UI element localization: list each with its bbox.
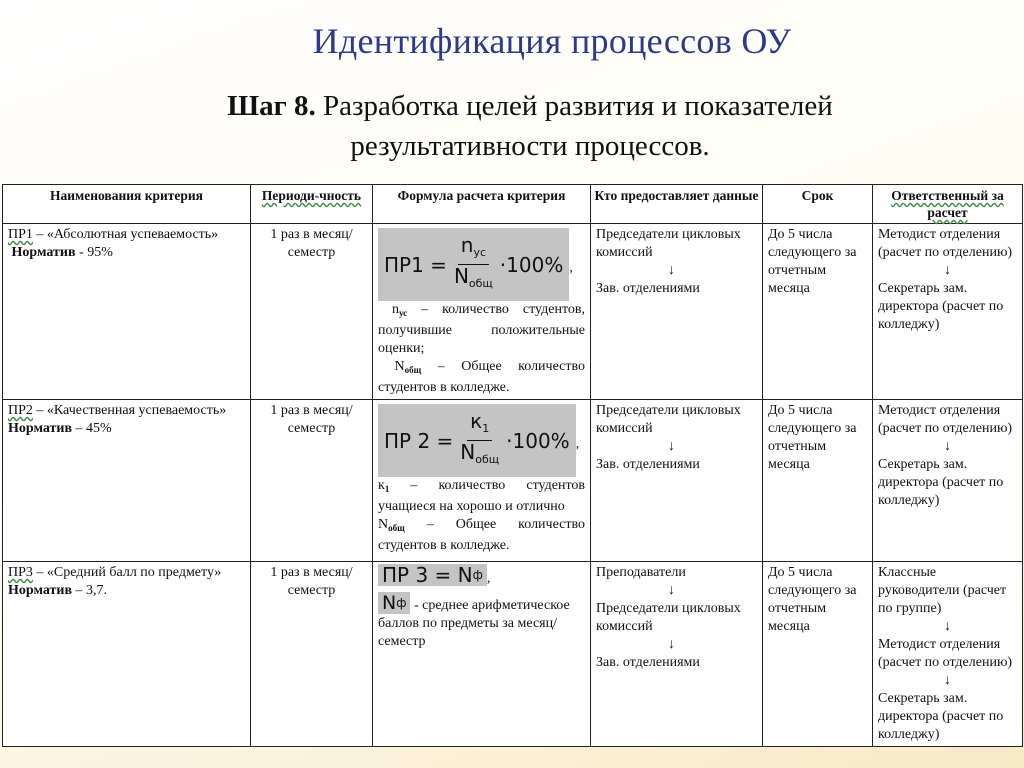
table-row: [3, 562, 1023, 747]
slide-subtitle: [120, 86, 940, 166]
formula-pr3: ПР 3 = N ф: [378, 564, 487, 586]
formula-cell: ПР 2 = $\frac{к_1}{N_{общ}}$ ·100% , $к_1$ – количество студентов учащиеся на хорошо и отлично $N_{общ}$ – Общее количество студентов в колледже.: [373, 400, 591, 562]
subtitle-line2: результативности процессов.: [350, 130, 710, 162]
arrow-down-icon: ↓: [668, 637, 675, 652]
deadline-cell: До 5 числа следующего за отчетным месяца: [763, 224, 873, 400]
header-formula: Формула расчета критерия: [373, 185, 591, 224]
deadline-cell: До 5 числа следующего за отчетным месяца: [763, 562, 873, 747]
criterion-cell: [3, 224, 251, 400]
table-row: [3, 400, 1023, 562]
arrow-down-icon: ↓: [944, 673, 951, 688]
provider-cell: Председатели цикловых комиссий ↓ Зав. отделениями: [591, 400, 763, 562]
deadline-cell: До 5 числа следующего за отчетным месяца: [763, 400, 873, 562]
header-period: Периоди-чность: [251, 185, 373, 224]
period-cell: 1 раз в месяц/ семестр: [251, 400, 373, 562]
criteria-table: [2, 184, 1023, 747]
formula-description: $n_{ус}$ – количество студентов, получившие положительные оценки; $N_{общ}$ – Общее количество студентов в колледже.: [378, 302, 585, 395]
header-criterion: Наименования критерия: [3, 185, 251, 224]
criterion-cell: [3, 562, 251, 747]
arrow-down-icon: ↓: [668, 263, 675, 278]
responsible-cell: Методист отделения (расчет по отделению) ↓ Секретарь зам. директора (расчет по колледжу): [873, 400, 1023, 562]
period-cell: 1 раз в месяц/ семестр: [251, 562, 373, 747]
table-row: [3, 224, 1023, 400]
criterion-name: – «Абсолютная успеваемость»: [32, 227, 219, 242]
formula-pr2: ПР 2 = $\frac{к_1}{N_{общ}}$ ·100%: [378, 404, 576, 477]
formula-pr1: ПР1 = $\frac{n_{ус}}{N_{общ}}$ ·100%: [378, 228, 569, 301]
norm-label: Норматив: [8, 421, 73, 436]
table-header-row: [3, 185, 1023, 224]
arrow-down-icon: ↓: [668, 583, 675, 598]
norm-label: Норматив: [8, 583, 73, 598]
criterion-name: – «Средний балл по предмету»: [32, 565, 222, 580]
nf-symbol: N ф: [378, 592, 410, 614]
provider-cell: Председатели цикловых комиссий ↓ Зав. отделениями: [591, 224, 763, 400]
criterion-name: – «Качественная успеваемость»: [32, 403, 227, 418]
criterion-code: ПР1: [8, 227, 33, 242]
formula-cell: ПР1 = $\frac{n_{ус}}{N_{общ}}$ ·100% , $n_{ус}$ – количество студентов, получившие положительные оценки; $N_{общ}$ – Общее количество студентов в колледже.: [373, 224, 591, 400]
criterion-code: ПР3: [8, 565, 33, 580]
provider-cell: Преподаватели ↓ Председатели цикловых комиссий ↓ Зав. отделениями: [591, 562, 763, 747]
subtitle-line1: Разработка целей развития и показателей: [315, 90, 833, 122]
norm-value: – 45%: [72, 421, 112, 436]
slide-title: Идентификация процессов ОУ: [312, 21, 792, 61]
formula-cell: ПР 3 = N ф , N ф - среднее арифметическое баллов по предметы за месяц/семестр: [373, 562, 591, 747]
period-cell: 1 раз в месяц/ семестр: [251, 224, 373, 400]
header-deadline: Срок: [763, 185, 873, 224]
arrow-down-icon: ↓: [668, 439, 675, 454]
criterion-code: ПР2: [8, 403, 33, 418]
responsible-cell: Методист отделения (расчет по отделению) ↓ Секретарь зам. директора (расчет по колледжу): [873, 224, 1023, 400]
header-responsible: Ответственный за расчет: [873, 185, 1023, 224]
arrow-down-icon: ↓: [944, 439, 951, 454]
norm-value: – 3,7.: [72, 583, 108, 598]
header-provider: Кто предоставляет данные: [591, 185, 763, 224]
formula-description: - среднее арифметическое баллов по предметы за месяц/семестр: [378, 598, 570, 649]
arrow-down-icon: ↓: [944, 619, 951, 634]
arrow-down-icon: ↓: [944, 263, 951, 278]
formula-description: $к_1$ – количество студентов учащиеся на хорошо и отлично $N_{общ}$ – Общее количество студентов в колледже.: [378, 478, 585, 553]
criterion-cell: [3, 400, 251, 562]
responsible-cell: Классные руководители (расчет по группе) ↓ Методист отделения (расчет по отделению) ↓ Секретарь зам. директора (расчет по колледжу): [873, 562, 1023, 747]
norm-label: Норматив: [11, 245, 76, 260]
step-label: Шаг 8.: [227, 90, 316, 122]
norm-value: - 95%: [75, 245, 113, 260]
